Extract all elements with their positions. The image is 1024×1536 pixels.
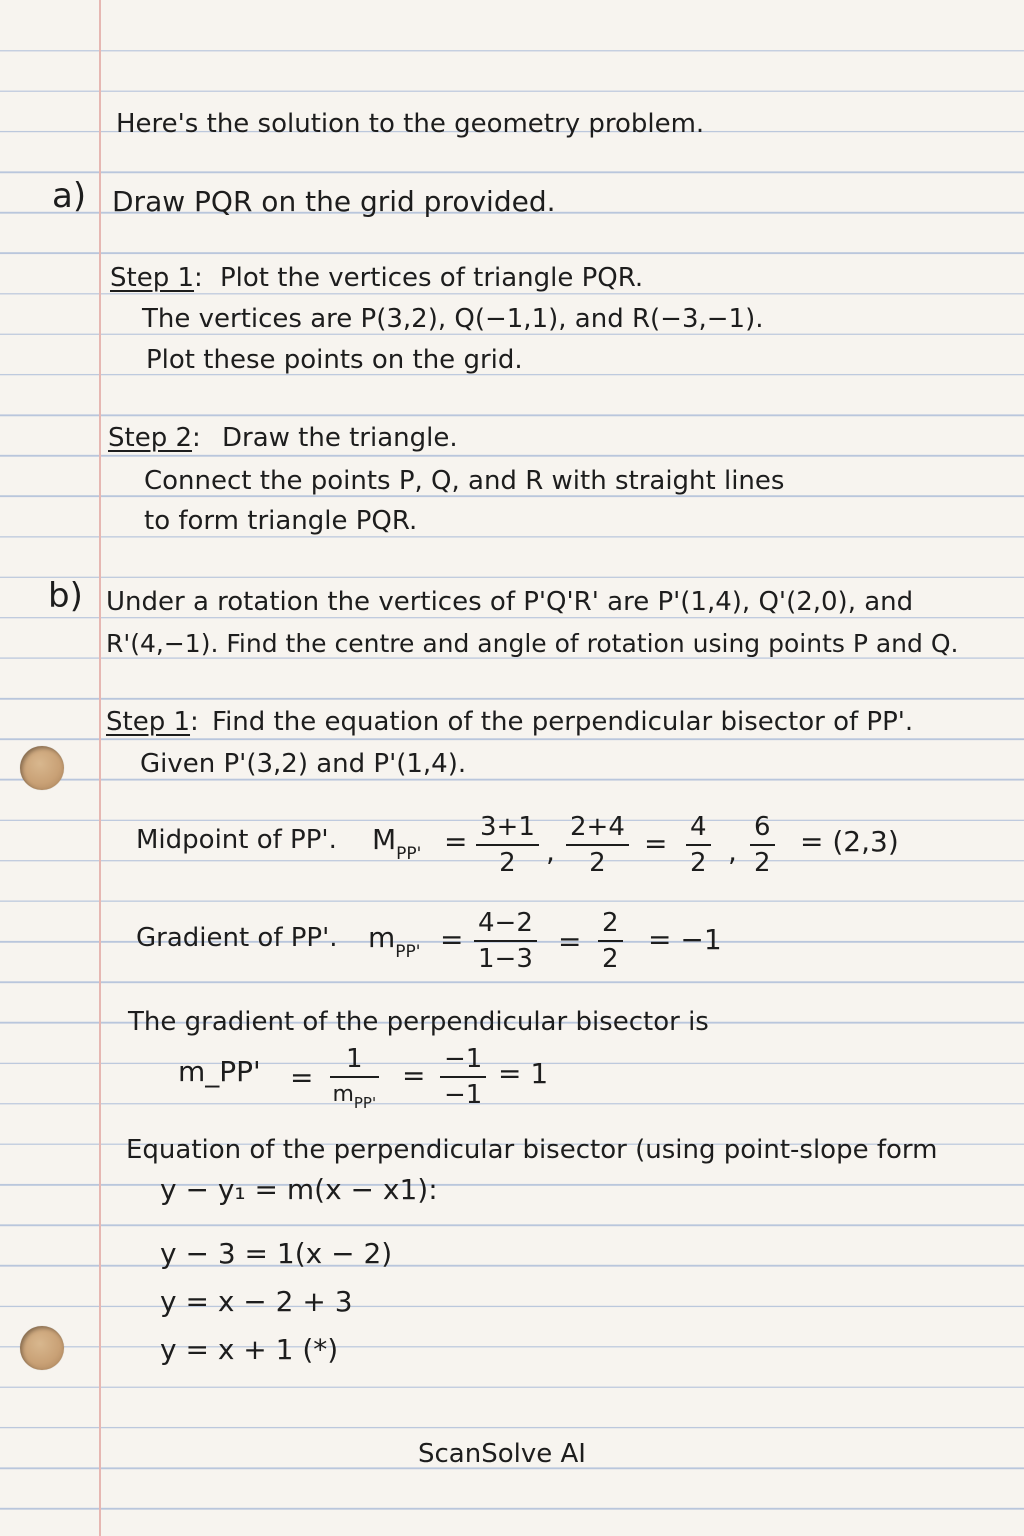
gradient-eq-2: = [558, 925, 582, 958]
part-a-step1-line1: The vertices are P(3,2), Q(−1,1), and R(−3,−1). [142, 304, 764, 334]
intro-text: Here's the solution to the geometry problem. [116, 109, 705, 139]
midpoint-frac-x-simplified: $\frac{4}{2}$ [686, 812, 711, 878]
gradient-frac-simplified: $\frac{2}{2}$ [598, 908, 623, 974]
part-b-question-line2: R'(4,−1). Find the centre and angle of rotation using points P and Q. [106, 629, 959, 658]
equation-line-1: y − 3 = 1(x − 2) [160, 1237, 393, 1270]
punch-hole-top [20, 746, 64, 790]
part-b-step1-given: Given P'(3,2) and P'(1,4). [140, 749, 467, 779]
part-a-step2-title: Draw the triangle. [222, 423, 458, 453]
midpoint-label: Midpoint of PP'. [136, 825, 337, 855]
part-a-step1-heading: Step 1: [110, 263, 203, 293]
perp-eq: = [290, 1061, 314, 1094]
margin-line [99, 0, 101, 1536]
equation-formula: y − y₁ = m(x − x1): [160, 1173, 438, 1206]
midpoint-eq: = [444, 825, 468, 858]
midpoint-comma-1: , [546, 835, 555, 868]
equation-line-3: y = x + 1 (*) [160, 1333, 339, 1366]
part-b-step1-heading: Step 1: [106, 707, 199, 737]
midpoint-frac-y: $\frac{2+4}{2}$ [566, 812, 629, 878]
part-a-label: a) [52, 176, 87, 216]
perp-frac-reciprocal: 1 $m_{PP'}$ [330, 1044, 379, 1111]
footer-brand: ScanSolve AI [418, 1439, 586, 1469]
punch-hole-bottom [20, 1326, 64, 1370]
part-a-step2-heading: Step 2: [108, 423, 201, 453]
midpoint-frac-x: $\frac{3+1}{2}$ [476, 812, 539, 878]
gradient-eq: = [440, 923, 464, 956]
midpoint-result: = (2,3) [800, 825, 899, 858]
perp-result: = 1 [498, 1057, 549, 1090]
perp-eq-2: = [402, 1059, 426, 1092]
equation-intro: Equation of the perpendicular bisector (using point-slope form [126, 1135, 938, 1165]
part-b-step1-title: Find the equation of the perpendicular bisector of PP'. [212, 707, 914, 737]
midpoint-eq-2: = [644, 827, 668, 860]
part-a-step2-line1: Connect the points P, Q, and R with straight lines [144, 466, 785, 496]
perp-frac-value: $\frac{-1}{-1}$ [440, 1044, 486, 1110]
perp-symbol: m_PP' [178, 1055, 261, 1088]
gradient-label: Gradient of PP'. [136, 923, 338, 953]
part-a-step1-title: Plot the vertices of triangle PQR. [220, 263, 644, 293]
midpoint-comma-2: , [728, 835, 737, 868]
midpoint-symbol: $M_{PP'}$ [372, 823, 422, 864]
gradient-frac: $\frac{4-2}{1-3}$ [474, 908, 537, 974]
part-a-question: Draw PQR on the grid provided. [112, 185, 556, 218]
gradient-symbol: $m_{PP'}$ [368, 921, 421, 962]
part-a-step1-line2: Plot these points on the grid. [146, 345, 523, 375]
gradient-result: = −1 [648, 923, 722, 956]
part-a-step2-line2: to form triangle PQR. [144, 506, 418, 536]
part-b-label: b) [48, 576, 83, 616]
midpoint-frac-y-simplified: $\frac{6}{2}$ [750, 812, 775, 878]
perp-intro: The gradient of the perpendicular bisector is [128, 1007, 709, 1037]
equation-line-2: y = x − 2 + 3 [160, 1285, 353, 1318]
part-b-question-line1: Under a rotation the vertices of P'Q'R' are P'(1,4), Q'(2,0), and [106, 587, 914, 617]
